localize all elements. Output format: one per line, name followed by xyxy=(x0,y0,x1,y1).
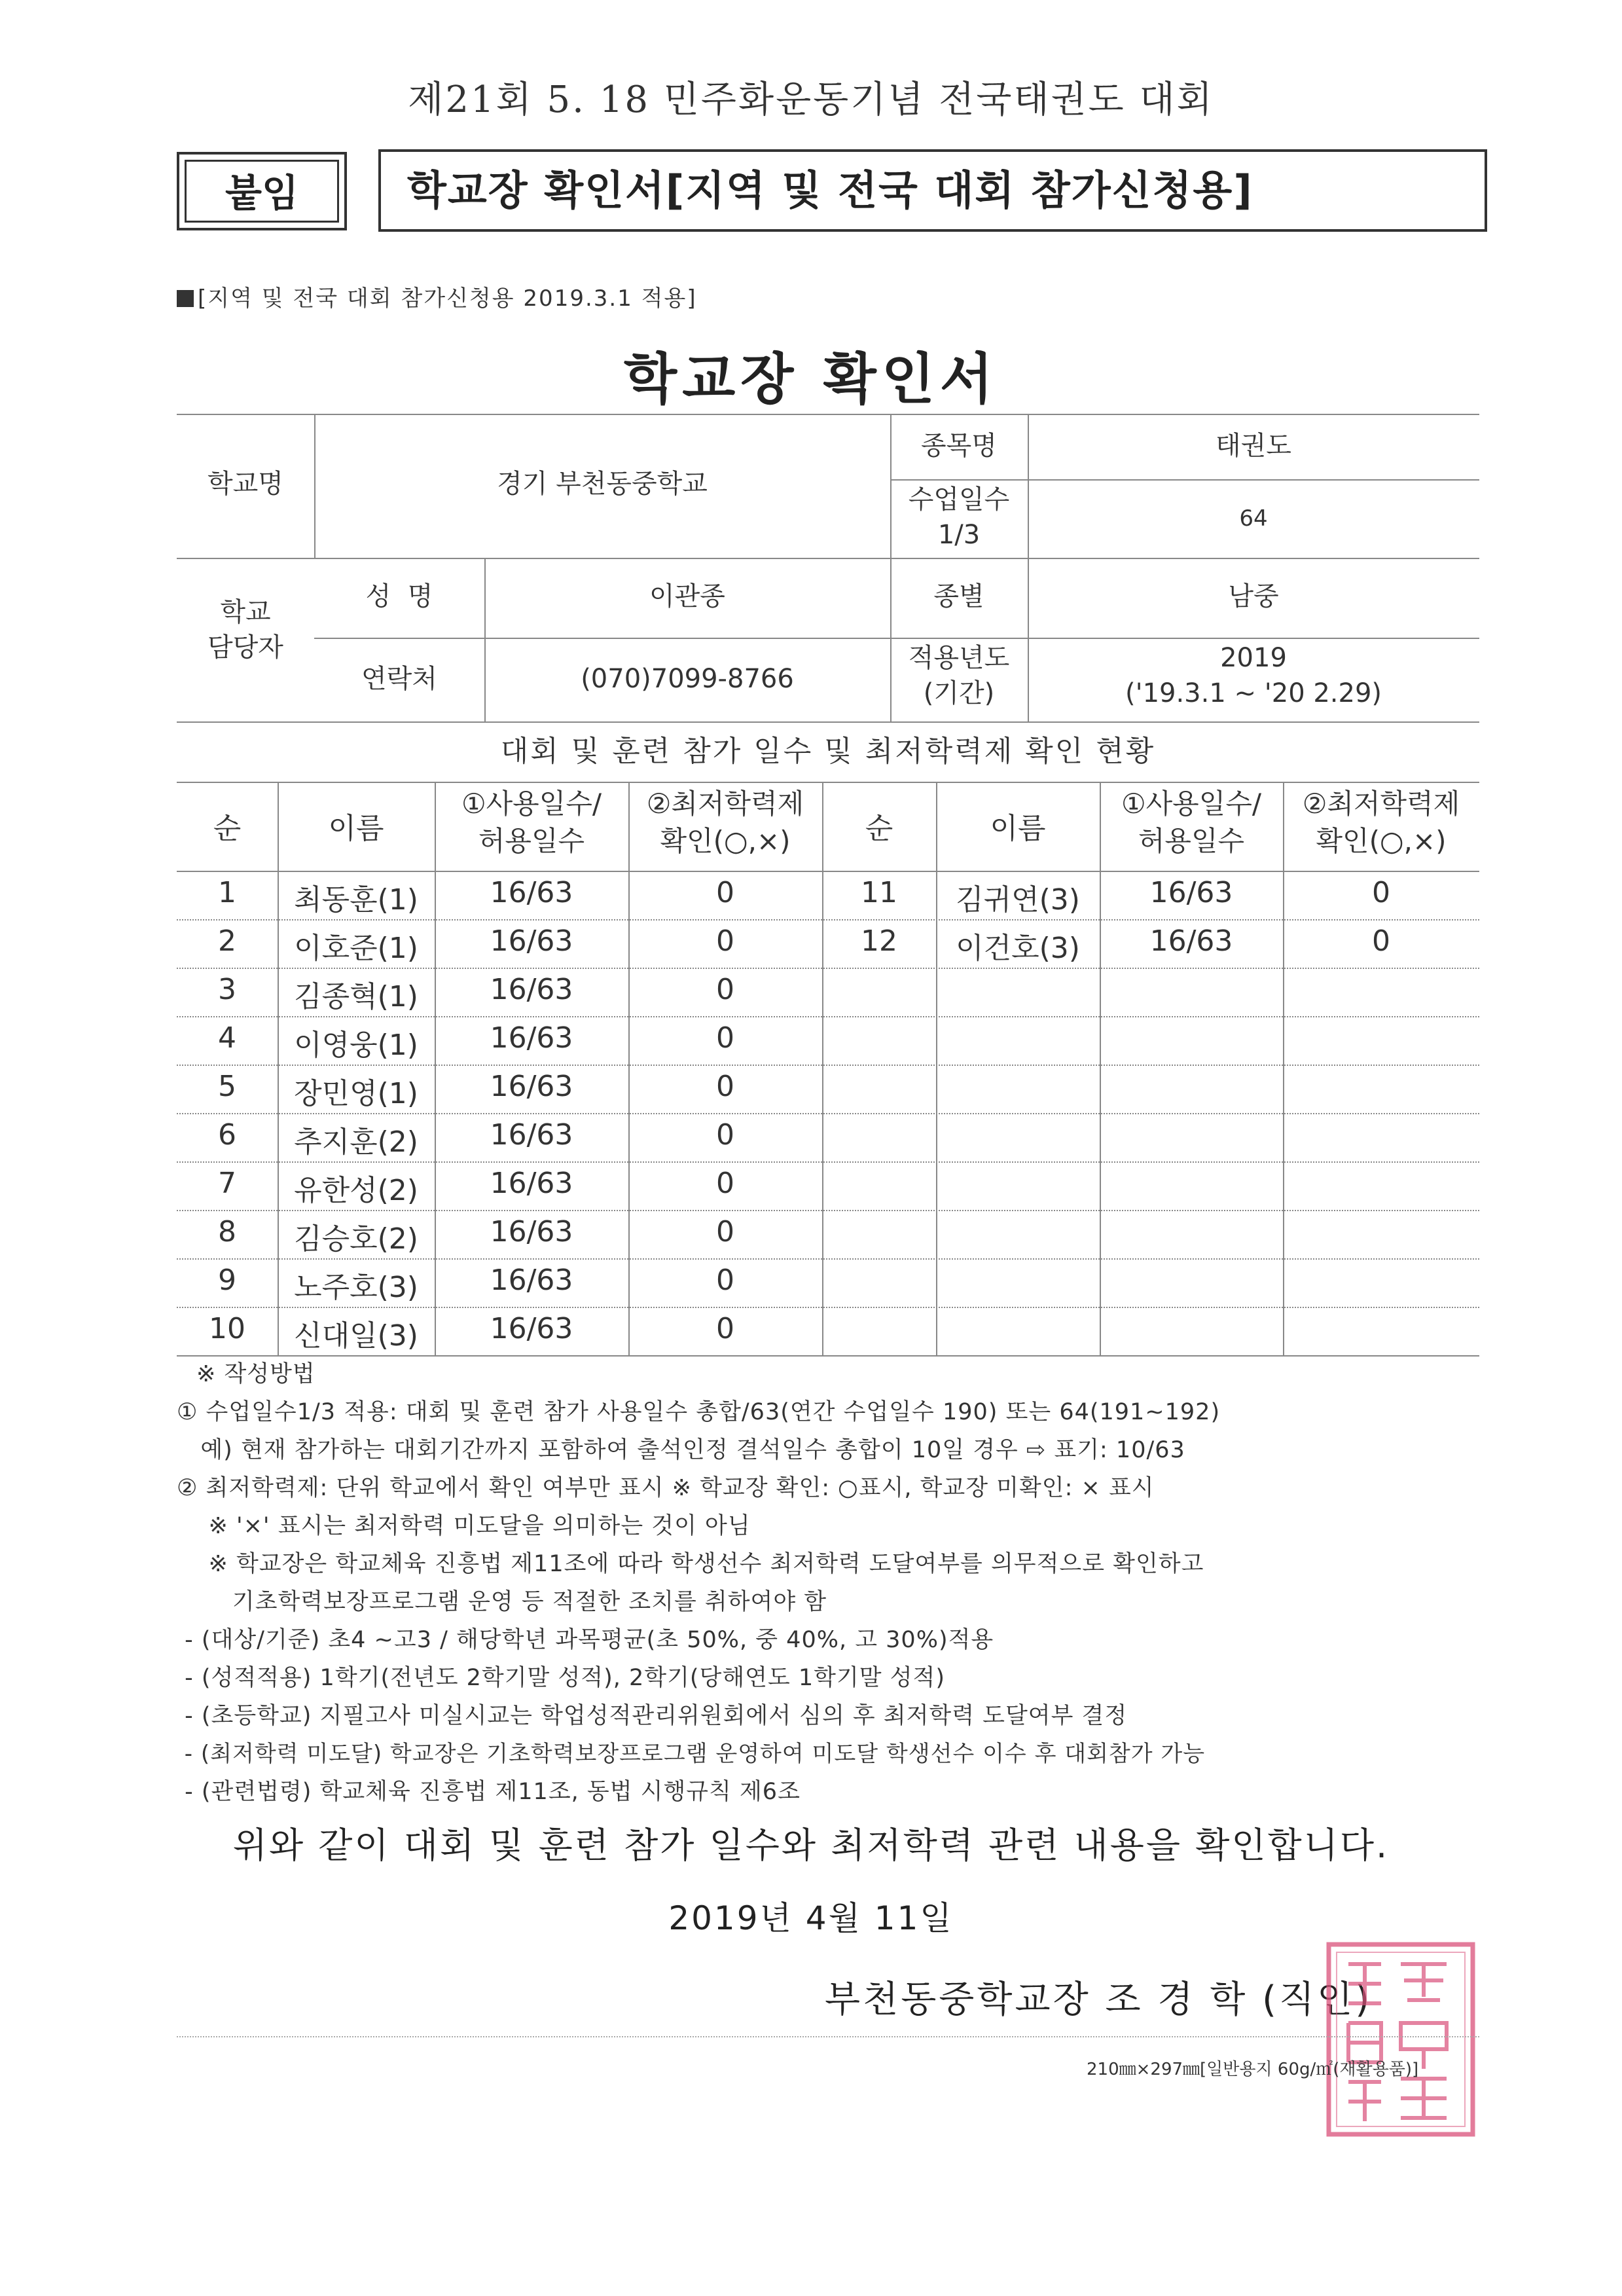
school-manager-label-line2: 담당자 xyxy=(207,632,283,663)
row-days: 16/63 xyxy=(490,1215,573,1248)
confirmation-statement: 위와 같이 대회 및 훈련 참가 일수와 최저학력 관련 내용을 확인합니다. xyxy=(232,1825,1390,1866)
row-name: 이건호(3) xyxy=(956,932,1080,965)
col-days-header-line1: ①사용일수/ xyxy=(461,788,602,820)
official-seal-icon xyxy=(1322,1938,1479,2141)
applicable-year-label-line2: (기간) xyxy=(923,678,995,708)
row-check: 0 xyxy=(716,1021,734,1055)
row-check: 0 xyxy=(716,973,734,1006)
applicable-year-value-line1: 2019 xyxy=(1220,643,1287,673)
row-name: 노주호(3) xyxy=(294,1271,418,1304)
row-days: 16/63 xyxy=(1149,924,1233,958)
class-days-label-line2: 1/3 xyxy=(937,520,981,550)
applicable-year-value xyxy=(1028,640,1479,711)
applicable-year-label-line1: 적용년도 xyxy=(908,643,1010,673)
school-name-label: 학교명 xyxy=(207,469,283,499)
row-name: 김승호(2) xyxy=(294,1222,418,1256)
row-no: 8 xyxy=(218,1215,236,1248)
row-check: 0 xyxy=(716,924,734,958)
col-days-header-right-line1: ①사용일수/ xyxy=(1121,788,1262,820)
category-value: 남중 xyxy=(1228,581,1279,611)
note-line: - (성적적용) 1학기(전년도 2학기말 성적), 2학기(당해연도 1학기말 성적) xyxy=(177,1665,946,1691)
note-line: ※ '×' 표시는 최저학력 미도달을 의미하는 것이 아님 xyxy=(177,1513,751,1539)
school-manager-label xyxy=(177,594,314,665)
row-check: 0 xyxy=(716,1167,734,1200)
row-no: 11 xyxy=(861,876,897,909)
row-no: 7 xyxy=(218,1167,236,1200)
class-days-label xyxy=(890,482,1028,553)
col-days-header-line2: 허용일수 xyxy=(478,824,585,857)
col-name-header: 이름 xyxy=(328,812,384,845)
attachment-badge-label: 붙임 xyxy=(185,160,339,223)
row-no: 4 xyxy=(218,1021,236,1055)
issue-date: 2019년 4월 11일 xyxy=(668,1899,954,1937)
note-line: ※ 학교장은 학교체육 진흥법 제11조에 따라 학생선수 최저학력 도달여부를 의무적으로 확인하고 xyxy=(177,1551,1204,1577)
school-name-value: 경기 부천동중학교 xyxy=(497,469,708,499)
row-days: 16/63 xyxy=(490,876,573,909)
row-check: 0 xyxy=(1372,876,1390,909)
manager-name-label: 성 명 xyxy=(365,581,433,611)
note-line: ② 최저학력제: 단위 학교에서 확인 여부만 표시 ※ 학교장 확인: ○표시, 학교장 미확인: × 표시 xyxy=(177,1475,1155,1501)
col-no-header: 순 xyxy=(213,812,242,845)
row-check: 0 xyxy=(716,1118,734,1152)
row-name: 김종혁(1) xyxy=(294,980,418,1013)
note-line: 기초학력보장프로그램 운영 등 적절한 조치를 취하여야 함 xyxy=(177,1589,827,1615)
row-days: 16/63 xyxy=(490,1118,573,1152)
col-days-header xyxy=(435,786,628,860)
applicable-note xyxy=(177,280,697,312)
principal-signature: 부천동중학교장 조 경 학 (직인) xyxy=(825,1978,1373,2021)
row-no: 2 xyxy=(218,924,236,958)
row-name: 장민영(1) xyxy=(294,1077,418,1110)
school-manager-label-line1: 학교 xyxy=(220,597,271,627)
col-min-header xyxy=(628,786,822,860)
sport-value: 태권도 xyxy=(1216,431,1291,461)
row-check: 0 xyxy=(716,1070,734,1103)
contact-value: (070)7099-8766 xyxy=(581,664,794,694)
row-no: 9 xyxy=(218,1264,236,1297)
document-title: 학교장 확인서 xyxy=(623,347,999,411)
row-days: 16/63 xyxy=(490,973,573,1006)
note-line: - (관련법령) 학교체육 진흥법 제11조, 동법 시행규칙 제6조 xyxy=(177,1779,801,1805)
row-name: 유한성(2) xyxy=(294,1174,418,1207)
note-line: - (초등학교) 지필고사 미실시교는 학업성적관리위원회에서 심의 후 최저학력 도달여부 결정 xyxy=(177,1703,1128,1729)
row-no: 12 xyxy=(861,924,897,958)
manager-name-value: 이관종 xyxy=(649,581,725,611)
writing-instructions xyxy=(177,1355,1479,1811)
row-check: 0 xyxy=(716,1312,734,1345)
row-check: 0 xyxy=(1372,924,1390,958)
sport-label: 종목명 xyxy=(921,431,997,461)
row-name: 최동훈(1) xyxy=(294,883,418,917)
row-days: 16/63 xyxy=(490,924,573,958)
row-no: 5 xyxy=(218,1070,236,1103)
row-no: 1 xyxy=(218,876,236,909)
row-days: 16/63 xyxy=(490,1167,573,1200)
note-line: - (대상/기준) 초4 ~고3 / 해당학년 과목평균(초 50%, 중 40%, 고 30%)적용 xyxy=(177,1627,994,1653)
row-days: 16/63 xyxy=(490,1312,573,1345)
form-title-box xyxy=(378,149,1487,232)
col-name-header-right: 이름 xyxy=(990,812,1046,845)
square-bullet-icon xyxy=(177,290,194,307)
row-check: 0 xyxy=(716,1215,734,1248)
row-no: 10 xyxy=(209,1312,245,1345)
row-days: 16/63 xyxy=(490,1264,573,1297)
event-title: 제21회 5. 18 민주화운동기념 전국태권도 대회 xyxy=(408,79,1214,121)
row-days: 16/63 xyxy=(490,1070,573,1103)
col-min-header-right-line2: 확인(○,×) xyxy=(1316,824,1447,857)
paper-spec: 210㎜×297㎜[일반용지 60g/㎡(재활용품)] xyxy=(1087,2060,1419,2079)
note-line: - (최저학력 미도달) 학교장은 기초학력보장프로그램 운영하여 미도달 학생선수 이수 후 대회참가 가능 xyxy=(177,1741,1206,1767)
form-title: 학교장 확인서[지역 및 전국 대회 참가신청용] xyxy=(407,166,1253,214)
col-min-header-right-line1: ②최저학력제 xyxy=(1302,788,1460,820)
applicable-note-text: [지역 및 전국 대회 참가신청용 2019.3.1 적용] xyxy=(198,285,697,312)
status-title: 대회 및 훈련 참가 일수 및 최저학력제 확인 현황 xyxy=(500,735,1156,768)
row-name: 이호준(1) xyxy=(294,932,418,965)
attachment-badge xyxy=(177,152,347,230)
row-check: 0 xyxy=(716,876,734,909)
row-name: 이영웅(1) xyxy=(294,1029,418,1062)
col-min-header-right xyxy=(1283,786,1479,860)
row-no: 3 xyxy=(218,973,236,1006)
note-line: ① 수업일수1/3 적용: 대회 및 훈련 참가 사용일수 총합/63(연간 수업일수 190) 또는 64(191~192) xyxy=(177,1399,1221,1425)
col-days-header-right xyxy=(1100,786,1283,860)
col-min-header-line2: 확인(○,×) xyxy=(660,824,791,857)
row-no: 6 xyxy=(218,1118,236,1152)
applicable-year-value-line2: ('19.3.1 ~ '20 2.29) xyxy=(1125,678,1382,708)
row-name: 추지훈(2) xyxy=(294,1125,418,1159)
col-no-header-right: 순 xyxy=(865,812,893,845)
col-min-header-line1: ②최저학력제 xyxy=(646,788,804,820)
notes-heading: ※ 작성방법 xyxy=(196,1361,315,1387)
col-days-header-right-line2: 허용일수 xyxy=(1138,824,1245,857)
contact-label: 연락처 xyxy=(361,664,437,694)
row-name: 김귀연(3) xyxy=(956,883,1080,917)
row-check: 0 xyxy=(716,1264,734,1297)
row-days: 16/63 xyxy=(490,1021,573,1055)
category-label: 종별 xyxy=(933,581,984,611)
class-days-label-line1: 수업일수 xyxy=(908,484,1010,515)
row-name: 신대일(3) xyxy=(294,1319,418,1353)
row-days: 16/63 xyxy=(1149,876,1233,909)
note-line: 예) 현재 참가하는 대회기간까지 포함하여 출석인정 결석일수 총합이 10일 경우 ⇨ 표기: 10/63 xyxy=(177,1437,1185,1463)
class-days-value: 64 xyxy=(1239,505,1268,532)
applicable-year-label xyxy=(890,640,1028,711)
